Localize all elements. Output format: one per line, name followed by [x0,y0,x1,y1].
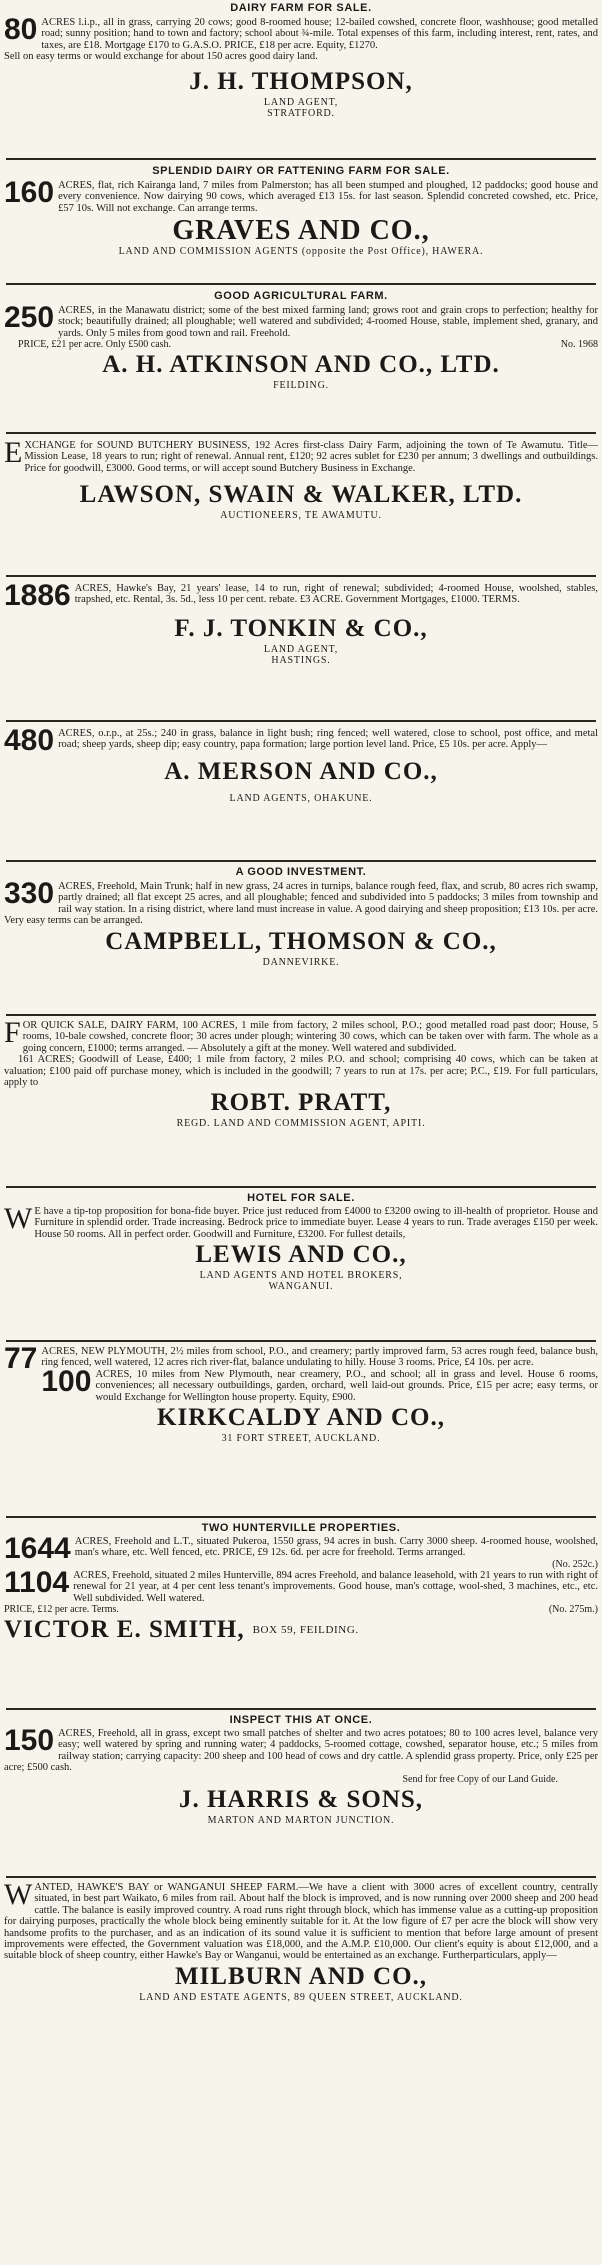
ad-body [4,877,598,927]
ad-note: Send for free Copy of our Land Guide. [402,1773,558,1785]
agent-line [4,1615,598,1645]
ad-text: ACRES, Hawke's Bay, 21 years' lease, 14 to run, right of renewal; subdivided; 4-roomed House, woolshed, stables, trapshed, etc. Rental, 3s. 5d., less 10 per cent. rebate. £3 ACRE. Government Mortgages, £1000. TERMS. [74,583,598,606]
ad-body [4,440,598,474]
divider [6,860,596,862]
price-text: PRICE, £21 per acre. Only £500 cash. [18,339,172,351]
acreage-figure: 1644 [4,1532,71,1565]
agent-name: LAWSON, SWAIN & WALKER, LTD. [79,481,523,509]
ad-text-second: 161 ACRES; Goodwill of Lease, £400; 1 mile from factory, 2 miles P.O. and school; comprising 40 cows, which can be taken at valuation; £100 paid off purchase money, which is included in the goodwill; 7 years to run at 17s. per acre; P.C., £19. For full particulars, apply to [4,1054,598,1089]
ad-body-second [4,1364,598,1403]
acreage-figure: 1886 [4,583,71,612]
ad-header: GOOD AGRICULTURAL FARM. [214,290,388,302]
agent-town: DANNEVIRKE. [262,956,340,968]
agent-name: KIRKCALDY AND CO., [157,1404,445,1432]
agent-name: VICTOR E. SMITH, [4,1616,245,1644]
ad-header: TWO HUNTERVILLE PROPERTIES. [201,1522,401,1534]
ad-agricultural-farm-feilding [4,290,598,391]
ad-splendid-dairy-hawera [4,165,598,257]
acreage-figure: 80 [4,13,38,46]
ad-text: ACRES, flat, rich Kairanga land, 7 miles from Palmerston; has all been stumped and ploughed, 12 paddocks; good house and every convenience. Now dairying 90 cows, which averaged £13 15s. for last season. Splendid concreted cowshed, etc. Price, £57 10s. Will not exchange. Can arrange terms. [58,180,598,214]
acreage-figure: 330 [4,877,55,910]
price-row [4,1604,598,1615]
reference-number: (No. 252c.) [552,1558,598,1570]
acreage-figure-second: 1104 [4,1565,70,1599]
agent-name: LEWIS AND CO., [195,1241,407,1269]
agent-name: A. H. ATKINSON AND CO., LTD. [102,351,500,379]
price-row [4,339,598,350]
agent-address: MARTON AND MARTON JUNCTION. [207,1814,395,1826]
ad-text: ACRES, NEW PLYMOUTH, 2½ miles from school, P.O., and creamery; partly improved farm, 53 acres rough feed, balance bush, ring fenced, well watered, 12 acres rich river-flat, balance undulating to hilly. House 3 rooms. Price, £4 10s. per acre. [41,1346,598,1369]
ad-text: E have a tip-top proposition for bona-fide buyer. Price just reduced from £4000 to £3200 owing to ill-health of proprietor. House and Furniture in splendid order. Trade increasing. Bedrock price to immediate buyer. Lease 4 years to run. Trade averages £150 per week. House 50 rooms. All in perfect order. Goodwill and Furniture, £3200. For fullest details, [34,1206,598,1240]
ad-header: INSPECT THIS AT ONCE. [229,1714,373,1726]
ad-good-investment-dannevirke [4,866,598,968]
divider [6,1876,596,1878]
ad-body-second [4,1565,598,1604]
divider [6,158,596,160]
ad-text: ACRES, Freehold and L.T., situated Pukeroa, 1550 grass, 94 acres in bush. Carry 3000 sheep. 4-roomed house, woolshed, man's whare, etc. Well fenced, etc. PRICE, £9 12s. 6d. per acre for freehold. Terms arranged. [74,1536,598,1559]
acreage-figure: 150 [4,1724,55,1757]
ad-text: ACRES l.i.p., all in grass, carrying 20 cows; good 8-roomed house; 12-bailed cowshed, concrete floor, washhouse; good metalled road; sunny position; hand to town and factory; school about ¾-mile. Total expenses of this farm, including interest, rent, rates, and taxes, are £18. Mortgage £170 to G.A.S.O. PRICE, £18 per acre. Equity, £1270. [41,17,598,51]
agent-address: 31 FORT STREET, AUCKLAND. [221,1433,381,1445]
ad-body [4,176,598,214]
acreage-figure: 250 [4,301,55,334]
agent-name: J. H. THOMPSON, [189,67,413,95]
ad-text: OR QUICK SALE, DAIRY FARM, 100 ACRES, 1 mile from factory, 2 miles school, P.O.; good metalled road past door; House, 5 rooms, 10-bale cowshed, concrete floor; 30 acres under plough; wintering 30 cows, which can be taken over with farm. The whole as a going concern, £1000; terms arranged. — Absolutely a gift at the money. Well watered and subdivided. [22,1020,598,1054]
ad-new-plymouth-auckland [4,1346,598,1444]
ad-header: A GOOD INVESTMENT. [235,866,367,878]
ad-text: ACRES, Freehold, all in grass, except two small patches of shelter and two acres potatoes; 80 to 100 acres level, balance very easy; well watered by spring and running water; 4 paddocks, 5-roomed cottage, cowshed, separator house, etc.; 5 miles from railway station; carrying capacity: 200 sheep and 100 head of cows and dry cattle. A splendid grass property. Price, only £25 per acre; £500 cash. [4,1728,598,1774]
agent-name: A. MERSON AND CO., [164,757,438,785]
agent-town: HASTINGS. [271,654,331,666]
price-text: PRICE, £12 per acre. Terms. [4,1604,119,1616]
acreage-figure: 77 [4,1346,38,1375]
acreage-figure: 160 [4,176,55,209]
agent-name: MILBURN AND CO., [174,1962,428,1990]
ad-body [4,1724,598,1774]
reference-row [75,1559,598,1570]
agent-address: REGD. LAND AND COMMISSION AGENT, APITI. [176,1118,426,1130]
ad-text: ANTED, HAWKE'S BAY or WANGANUI SHEEP FARM.—We have a client with 3000 acres of excellent country, centrally situated, in best part Waikato, 6 miles from rail. About half the block is improved, and is now running over 2000 sheep and 200 head cattle. The balance is easily improved country. A road runs right through block, which has immense value as a cutting-up proposition for dairying purposes, practically the whole block being eminently suitable for it. At the low figure of £7 per acre the block will show very handsome profits to the purchaser, and as an indication of its sound value it is sufficient to mention that before large amount of present improvements were effected, the Government valuation was £18,000, and the A.M.P. £10,000. Our client's equity is about £12,000, and a suitable block of sheep country, either Hawke's Bay or Wanganui, would be entertained as an exchange. Furtherparticulars, apply— [4,1882,598,1962]
divider [6,1516,596,1518]
ad-header: SPLENDID DAIRY OR FATTENING FARM FOR SALE. [152,165,450,177]
ad-dairy-farm-stratford [4,2,598,119]
drop-cap: E [4,440,23,469]
agent-name: GRAVES AND CO., [172,215,430,247]
ad-text-second: ACRES, Freehold, situated 2 miles Hunterville, 894 acres Freehold, and balance leasehold, with 21 years to run with right of renewal for 21 year, at 4 per cent less tenant's improvements. Good house, man's cottage, wool-shed, 3 machines, etc., etc. Well subdivided. Well watered. [73,1569,598,1604]
agent-address: AUCTIONEERS, TE AWAMUTU. [220,510,382,522]
divider [6,720,596,722]
divider [6,1186,596,1188]
divider [6,283,596,285]
divider [6,1708,596,1710]
ad-body [4,1202,598,1240]
agent-town: STRATFORD. [267,107,335,119]
agent-name: F. J. TONKIN & CO., [174,614,428,642]
ad-body [4,13,598,51]
agent-name: CAMPBELL, THOMSON & CO., [105,927,497,955]
divider [6,575,596,577]
agent-title: LAND AGENTS AND HOTEL BROKERS, [199,1270,403,1282]
agent-town: WANGANUI. [268,1281,334,1293]
acreage-figure-second: 100 [41,1364,92,1398]
ad-wanted-sheep-farm [4,1882,598,2003]
ad-text-second: ACRES, 10 miles from New Plymouth, near creamery, P.O., and school; all in grass and level. House 6 rooms, conveniences; all necessary outbuildings, garden, orchard, well laid-out grounds. Price, £15 per acre; easy terms, or would Exchange for Wellington house property. Equity, £900. [95,1368,598,1403]
ad-body [4,1346,598,1375]
ad-header: HOTEL FOR SALE. [247,1192,355,1204]
ad-text: ACRES, in the Manawatu district; some of the best mixed farming land; grows root and grain crops to perfection; healthy for stock; beautifully drained; all ploughable; well watered and subdivided; 4-roomed House, stable, implement shed, granary, and yards. Only 5 miles from good town and rail. Freehold. [58,305,598,339]
reference-number-second: (No. 275m.) [548,1604,598,1616]
divider [6,432,596,434]
divider [6,1014,596,1016]
ad-hawkes-bay-lease [4,583,598,666]
drop-cap: W [4,1202,33,1235]
agent-address: LAND AND COMMISSION AGENTS (opposite the Post Office), HAWERA. [118,246,484,258]
agent-name: ROBT. PRATT, [210,1089,392,1117]
ad-inspect-marton [4,1714,598,1826]
ad-text: ACRES, Freehold, Main Trunk; half in new grass, 24 acres in turnips, balance rough feed, flax, and scrub, 80 acres rich swamp, partly drained; all flat except 25 acres, and all ploughable; fenced and subdivided into 5 paddocks; 3 miles from township and rail way station. In a rising district, where land must increase in value. A good dairying and sheep proposition; £13 10s. per acre. Very easy terms can be arranged. [4,881,598,927]
ad-quick-sale-apiti [4,1020,598,1129]
ad-hunterville-feilding [4,1522,598,1645]
agent-address: LAND AGENTS, OHAKUNE. [229,792,373,804]
ad-body [4,301,598,339]
drop-cap: F [4,1020,21,1049]
ad-note: Sell on easy terms or would exchange for about 150 acres good dairy land. [4,51,318,63]
ad-body [4,728,598,757]
ad-text: XCHANGE for SOUND BUTCHERY BUSINESS, 192 Acres first-class Dairy Farm, adjoining the town of Te Awamutu. Title—Mission Lease, 18 years to run; right of renewal. Annual rent, £120; 92 acres sublet for £230 per annum; 3 dwellings and outbuildings. Price for goodwill, £3000. Good terms, or will accept sound Butchery Business in Exchange. [24,440,598,474]
drop-cap: W [4,1882,33,1911]
agent-address: BOX 59, FEILDING. [252,1624,359,1637]
ad-header: DAIRY FARM FOR SALE. [230,2,372,14]
ad-hotel-wanganui [4,1192,598,1292]
ad-exchange-butchery [4,440,598,521]
ad-ohakune-bush [4,728,598,804]
ad-body [4,1020,598,1054]
ad-text: ACRES, o.r.p., at 25s.; 240 in grass, balance in light bush; ring fenced; well watered, close to school, post office, and metal road; sheep yards, sheep dip; easy country, papa formation; large portion level land. Price, £5 10s. per acre. Apply— [58,728,598,751]
ad-body [4,583,598,612]
agent-address: LAND AND ESTATE AGENTS, 89 QUEEN STREET, AUCKLAND. [139,1991,463,2003]
agent-title: LAND AGENT, [263,643,339,655]
ad-body [4,1882,598,1962]
agent-title: LAND AGENT, [263,96,339,108]
acreage-figure: 480 [4,728,55,757]
agent-town: FEILDING. [273,380,329,392]
divider [6,1340,596,1342]
reference-number: No. 1968 [560,339,598,351]
agent-name: J. HARRIS & SONS, [178,1785,424,1813]
